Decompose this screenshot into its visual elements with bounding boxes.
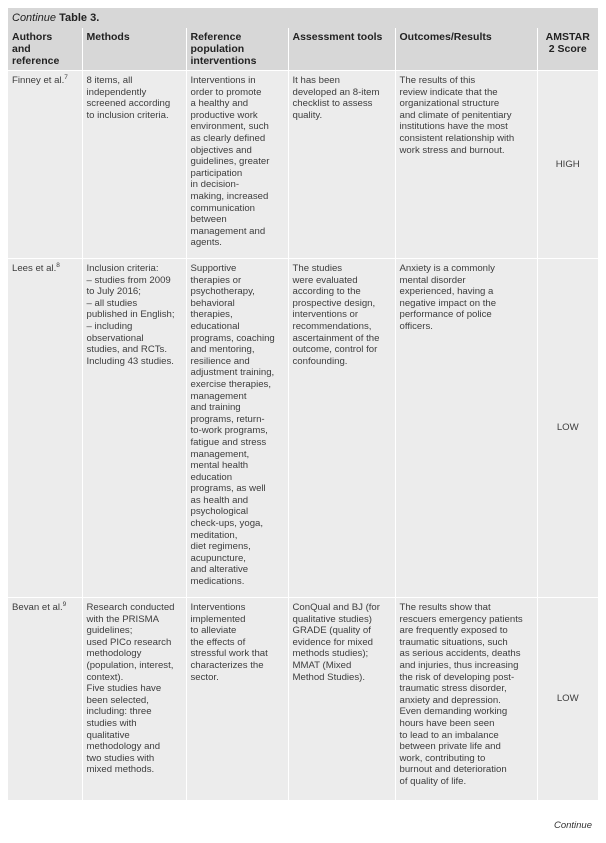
text-line: in decision- (190, 179, 240, 191)
text-line: a healthy and (190, 98, 249, 110)
text-line: adjustment training, (190, 367, 275, 379)
text-line: to alleviate (190, 625, 237, 637)
text-line: ConQual and BJ (for (292, 602, 380, 613)
text-line: to lead to an imbalance (399, 729, 499, 741)
outcomes-cell (395, 71, 537, 259)
table-caption (8, 8, 598, 28)
interventions-cell (186, 71, 288, 259)
header-row (8, 28, 598, 71)
text-line: developed an 8-item (292, 86, 380, 98)
text-line: the effects of (190, 636, 246, 648)
tools-cell (288, 259, 395, 598)
text-line: 8 items, all (86, 75, 133, 86)
text-line: programs, return- (190, 413, 265, 425)
text-line: according to the (292, 286, 361, 298)
text-line: observational (86, 332, 144, 344)
text-line: Interventions in (190, 75, 256, 86)
header-authors (8, 28, 82, 71)
text-line: psychotherapy, (190, 286, 255, 298)
text-line: and alterative (190, 564, 249, 576)
interventions-cell (186, 598, 288, 800)
caption-title: Table 3. (59, 12, 100, 24)
text-line: exercise therapies, (190, 378, 272, 390)
text-line: organizational structure (399, 98, 500, 110)
text-line: management and (190, 225, 266, 237)
text-line: programs, as well (190, 483, 266, 495)
text-line: fatigue and stress (190, 436, 267, 448)
text-line: stressful work that (190, 648, 268, 660)
text-line: used PICo research (86, 636, 172, 648)
text-line: objectives and (190, 144, 252, 156)
text-line: and mentoring, (190, 344, 255, 356)
outcomes-cell (395, 259, 537, 598)
text-line: review indicate that the (399, 86, 498, 98)
text-line: management, (190, 448, 250, 460)
text-line: officers. (399, 320, 433, 332)
text-line: check-ups, yoga, (190, 518, 264, 530)
caption-prefix: Continue (12, 12, 57, 24)
text-line: methodology (86, 648, 142, 660)
text-line: Even demanding working (399, 706, 508, 718)
text-line: between (190, 214, 227, 226)
text-line: programs, coaching (190, 332, 275, 344)
header-methods (82, 28, 186, 71)
methods-cell (82, 598, 186, 800)
text-line: negative impact on the (399, 297, 497, 309)
text-line: independently (86, 86, 147, 98)
review-table (8, 28, 598, 800)
text-line: two studies with (86, 752, 155, 764)
text-line: including: three (86, 706, 152, 718)
table-row (8, 598, 598, 800)
text-line: between private life and (399, 741, 501, 753)
text-line: hours have been seen (399, 717, 495, 729)
text-line: checklist to assess (292, 98, 373, 110)
text-line: studies with (86, 717, 137, 729)
text-line: agents. (190, 237, 222, 249)
text-line: educational (190, 320, 240, 332)
text-line: methods studies); (292, 648, 369, 660)
methods-cell (82, 71, 186, 259)
text-line: – including (86, 320, 133, 332)
text-line: Methods (86, 31, 130, 43)
text-line: methodology and (86, 741, 161, 753)
author-cell: Finney et al.$^7$ (8, 71, 82, 259)
text-line: and injuries, thus increasing (399, 659, 519, 671)
text-line: mental disorder (399, 274, 466, 286)
text-line: interventions (190, 55, 257, 67)
text-line: and (12, 43, 31, 55)
text-line: 2 Score (548, 43, 587, 55)
text-line: prospective design, (292, 297, 376, 309)
header-outcomes (395, 28, 537, 71)
text-line: – all studies (86, 297, 138, 309)
text-line: participation (190, 167, 243, 179)
text-line: as clearly defined (190, 132, 266, 144)
table-row (8, 71, 598, 259)
text-line: order to promote (190, 86, 262, 98)
text-line: guidelines, greater (190, 156, 270, 168)
text-line: interventions or (292, 309, 359, 321)
text-line: Assessment tools (292, 31, 383, 43)
text-line: MMAT (Mixed (292, 659, 352, 671)
text-line: context). (86, 671, 124, 683)
interventions-cell (186, 259, 288, 598)
text-line: and climate of penitentiary (399, 109, 512, 121)
tools-cell (288, 71, 395, 259)
text-line: performance of police (399, 309, 492, 321)
text-line: sector. (190, 671, 219, 683)
text-line: experienced, having a (399, 286, 494, 298)
text-line: The results of this (399, 75, 476, 86)
text-line: anxiety and depression. (399, 694, 501, 706)
score-cell: HIGH (537, 71, 598, 259)
score-cell: LOW (537, 259, 598, 598)
text-line: Including 43 studies. (86, 355, 174, 367)
text-line: evidence for mixed (292, 636, 374, 648)
text-line: GRADE (quality of (292, 625, 371, 637)
text-line: productive work (190, 109, 258, 121)
text-line: published in English; (86, 309, 175, 321)
text-line: Interventions (190, 602, 246, 613)
text-line: mixed methods. (86, 764, 155, 776)
text-line: Reference (190, 31, 242, 43)
text-line: The studies (292, 263, 343, 274)
text-line: resilience and (190, 355, 250, 367)
text-line: recommendations, (292, 320, 372, 332)
header-score (537, 28, 598, 71)
score-cell: LOW (537, 598, 598, 800)
header-interventions (186, 28, 288, 71)
text-line: Five studies have (86, 683, 162, 695)
text-line: therapies, (190, 309, 233, 321)
text-line: The results show that (399, 602, 491, 613)
text-line: environment, such (190, 121, 269, 133)
text-line: rescuers emergency patients (399, 613, 523, 625)
text-line: therapies or (190, 274, 242, 286)
text-line: – studies from 2009 (86, 274, 171, 286)
text-line: (population, interest, (86, 659, 174, 671)
text-line: to July 2016; (86, 286, 141, 298)
methods-cell (82, 259, 186, 598)
text-line: medications. (190, 576, 245, 588)
text-line: Authors (12, 31, 53, 43)
text-line: institutions have the most (399, 121, 508, 133)
header-tools (288, 28, 395, 71)
text-line: Inclusion criteria: (86, 263, 159, 274)
text-line: Method Studies). (292, 671, 366, 683)
table-row (8, 259, 598, 598)
text-line: the risk of developing post- (399, 671, 515, 683)
text-line: qualitative (86, 729, 130, 741)
text-line: reference (12, 55, 60, 67)
text-line: making, increased (190, 190, 269, 202)
text-line: confounding. (292, 355, 348, 367)
text-line: with the PRISMA (86, 613, 160, 625)
author-cell: Lees et al.$^8$ (8, 259, 82, 598)
text-line: to-work programs, (190, 425, 268, 437)
text-line: to inclusion criteria. (86, 109, 169, 121)
text-line: behavioral (190, 297, 235, 309)
text-line: education (190, 471, 233, 483)
text-line: population (190, 43, 245, 55)
text-line: been selected, (86, 694, 149, 706)
text-line: Supportive (190, 263, 237, 274)
text-line: work, contributing to (399, 752, 486, 764)
text-line: consistent relationship with (399, 132, 515, 144)
text-line: quality. (292, 109, 323, 121)
text-line: characterizes the (190, 659, 264, 671)
text-line: screened according (86, 98, 171, 110)
text-line: guidelines; (86, 625, 133, 637)
outcomes-cell (395, 598, 537, 800)
text-line: of quality of life. (399, 775, 467, 787)
text-line: studies, and RCTs. (86, 344, 168, 356)
text-line: burnout and deterioration (399, 764, 507, 776)
text-line: It has been (292, 75, 340, 86)
text-line: work stress and burnout. (399, 144, 505, 156)
text-line: diet regimens, (190, 541, 251, 553)
text-line: communication (190, 202, 256, 214)
text-line: outcome, control for (292, 344, 378, 356)
text-line: Outcomes/Results (399, 31, 492, 43)
text-line: traumatic situations, such (399, 636, 508, 648)
text-line: implemented (190, 613, 246, 625)
text-line: Research conducted (86, 602, 175, 613)
text-line: traumatic stress disorder, (399, 683, 507, 695)
author-cell: Bevan et al.$^9$ (8, 598, 82, 800)
text-line: management (190, 390, 247, 402)
text-line: psychological (190, 506, 249, 518)
text-line: acupuncture, (190, 552, 246, 564)
text-line: mental health (190, 460, 249, 472)
text-line: meditation, (190, 529, 238, 541)
continue-note: Continue (553, 820, 592, 831)
text-line: as health and (190, 494, 249, 506)
text-line: were evaluated (292, 274, 358, 286)
text-line: as serious accidents, deaths (399, 648, 521, 660)
text-line: AMSTAR (545, 31, 590, 43)
tools-cell (288, 598, 395, 800)
text-line: Anxiety is a commonly (399, 263, 495, 274)
text-line: are frequently exposed to (399, 625, 508, 637)
text-line: ascertainment of the (292, 332, 380, 344)
text-line: qualitative studies) (292, 613, 372, 625)
text-line: and training (190, 402, 241, 414)
